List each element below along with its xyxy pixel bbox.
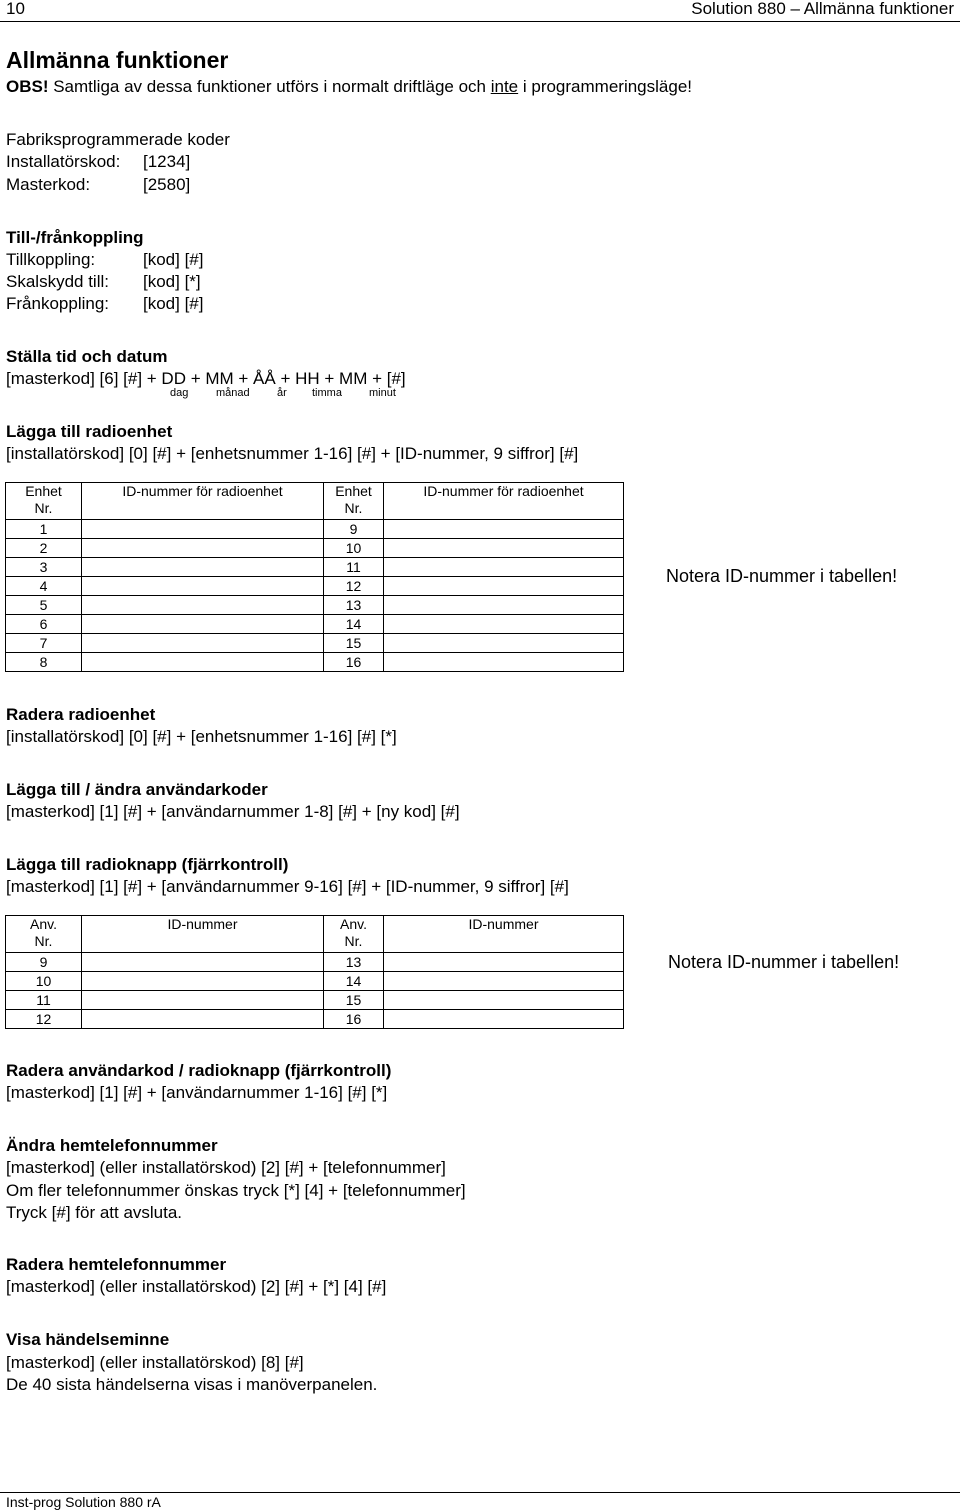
table-row bbox=[6, 653, 624, 672]
add-radio-command: [installatörskod] [0] [#] + [enhetsnummer 1-16] [#] + [ID-nummer, 9 siffror] [#] bbox=[6, 444, 579, 463]
page-title: Allmänna funktioner bbox=[6, 47, 229, 73]
unit-nr: 7 bbox=[6, 634, 82, 653]
delete-radio-heading: Radera radioenhet bbox=[6, 705, 156, 724]
delete-phone-command: [masterkod] (eller installatörskod) [2] [#] + [*] [4] [#] bbox=[6, 1277, 387, 1296]
change-phone-line-1: [masterkod] (eller installatörskod) [2] [#] + [telefonnummer] bbox=[6, 1158, 446, 1177]
legend-year: år bbox=[277, 387, 287, 399]
legend-minute: minut bbox=[369, 387, 396, 399]
arming-value-3: [kod] [#] bbox=[143, 294, 204, 313]
delete-user-command: [masterkod] [1] [#] + [användarnummer 1-16] [#] [*] bbox=[6, 1083, 388, 1102]
col-unit-header-2: Enhet Nr. bbox=[324, 483, 384, 520]
id-cell[interactable] bbox=[384, 953, 624, 972]
id-cell[interactable] bbox=[384, 634, 624, 653]
user-nr: 14 bbox=[324, 972, 384, 991]
note-after: i programmeringsläge! bbox=[518, 77, 692, 96]
id-cell[interactable] bbox=[384, 972, 624, 991]
radio-button-command: [masterkod] [1] [#] + [användarnummer 9-16] [#] + [ID-nummer, 9 siffror] [#] bbox=[6, 877, 569, 896]
change-phone-line-2: Om fler telefonnummer önskas tryck [*] [4] + [telefonnummer] bbox=[6, 1181, 466, 1200]
id-cell[interactable] bbox=[82, 520, 324, 539]
id-cell[interactable] bbox=[82, 615, 324, 634]
delete-phone-heading: Radera hemtelefonnummer bbox=[6, 1255, 227, 1274]
id-cell[interactable] bbox=[384, 539, 624, 558]
user-table-note: Notera ID-nummer i tabellen! bbox=[668, 952, 900, 972]
user-nr: 16 bbox=[324, 1010, 384, 1029]
table-header-row bbox=[6, 916, 624, 953]
unit-nr: 5 bbox=[6, 596, 82, 615]
id-cell[interactable] bbox=[384, 520, 624, 539]
user-codes-command: [masterkod] [1] [#] + [användarnummer 1-8] [#] + [ny kod] [#] bbox=[6, 802, 460, 821]
arming-label-3: Frånkoppling: bbox=[6, 294, 110, 313]
id-cell[interactable] bbox=[82, 1010, 324, 1029]
id-cell[interactable] bbox=[384, 1010, 624, 1029]
time-command: [masterkod] [6] [#] + DD + MM + ÅÅ + HH + MM + [#] bbox=[6, 369, 406, 388]
unit-nr: 11 bbox=[324, 558, 384, 577]
header-title: Solution 880 – Allmänna funktioner bbox=[691, 0, 954, 18]
id-cell[interactable] bbox=[82, 558, 324, 577]
id-cell[interactable] bbox=[384, 653, 624, 672]
unit-nr: 10 bbox=[324, 539, 384, 558]
footer-rule bbox=[0, 1492, 960, 1493]
unit-nr: 1 bbox=[6, 520, 82, 539]
unit-nr: 6 bbox=[6, 615, 82, 634]
id-cell[interactable] bbox=[384, 596, 624, 615]
user-nr: 12 bbox=[6, 1010, 82, 1029]
unit-nr: 2 bbox=[6, 539, 82, 558]
unit-nr: 3 bbox=[6, 558, 82, 577]
user-nr: 11 bbox=[6, 991, 82, 1010]
user-nr: 9 bbox=[6, 953, 82, 972]
note-underlined: inte bbox=[490, 77, 519, 96]
table-row bbox=[6, 577, 624, 596]
unit-nr: 13 bbox=[324, 596, 384, 615]
id-cell[interactable] bbox=[384, 558, 624, 577]
table-row bbox=[6, 972, 624, 991]
id-cell[interactable] bbox=[384, 615, 624, 634]
id-cell[interactable] bbox=[82, 577, 324, 596]
factory-heading: Fabriksprogrammerade koder bbox=[6, 130, 230, 149]
user-nr: 13 bbox=[324, 953, 384, 972]
arming-value-1: [kod] [#] bbox=[143, 250, 204, 269]
id-cell[interactable] bbox=[82, 972, 324, 991]
unit-nr: 8 bbox=[6, 653, 82, 672]
id-cell[interactable] bbox=[82, 596, 324, 615]
unit-nr: 15 bbox=[324, 634, 384, 653]
arming-label-1: Tillkoppling: bbox=[6, 250, 96, 269]
footer-text: Inst-prog Solution 880 rA bbox=[6, 1494, 161, 1510]
id-cell[interactable] bbox=[384, 577, 624, 596]
table-row bbox=[6, 991, 624, 1010]
id-cell[interactable] bbox=[82, 953, 324, 972]
user-nr: 10 bbox=[6, 972, 82, 991]
unit-nr: 4 bbox=[6, 577, 82, 596]
table-row bbox=[6, 1010, 624, 1029]
change-phone-line-3: Tryck [#] för att avsluta. bbox=[6, 1203, 183, 1222]
delete-user-heading: Radera användarkod / radioknapp (fjärrkontroll) bbox=[6, 1061, 392, 1080]
table-row bbox=[6, 615, 624, 634]
unit-nr: 14 bbox=[324, 615, 384, 634]
events-heading: Visa händelseminne bbox=[6, 1330, 170, 1349]
header-rule bbox=[0, 21, 960, 22]
user-id-table bbox=[5, 915, 624, 1029]
events-line-2: De 40 sista händelserna visas i manöverpanelen. bbox=[6, 1375, 378, 1394]
table-row bbox=[6, 953, 624, 972]
id-cell[interactable] bbox=[384, 991, 624, 1010]
table-header-row bbox=[6, 483, 624, 520]
factory-value-2: [2580] bbox=[143, 175, 191, 194]
unit-nr: 16 bbox=[324, 653, 384, 672]
col-unit-header: Enhet Nr. bbox=[6, 483, 82, 520]
unit-nr: 9 bbox=[324, 520, 384, 539]
delete-radio-command: [installatörskod] [0] [#] + [enhetsnummer 1-16] [#] [*] bbox=[6, 727, 397, 746]
time-heading: Ställa tid och datum bbox=[6, 347, 168, 366]
factory-label-2: Masterkod: bbox=[6, 175, 91, 194]
id-cell[interactable] bbox=[82, 991, 324, 1010]
table-row bbox=[6, 596, 624, 615]
arming-label-2: Skalskydd till: bbox=[6, 272, 109, 291]
unit-id-table bbox=[5, 482, 624, 672]
factory-label-1: Installatörskod: bbox=[6, 152, 121, 171]
id-cell[interactable] bbox=[82, 539, 324, 558]
page-number: 10 bbox=[6, 0, 25, 18]
unit-nr: 12 bbox=[324, 577, 384, 596]
unit-table-note: Notera ID-nummer i tabellen! bbox=[666, 566, 898, 586]
radio-button-heading: Lägga till radioknapp (fjärrkontroll) bbox=[6, 855, 289, 874]
col-id-header: ID-nummer för radioenhet bbox=[82, 483, 324, 520]
table-row bbox=[6, 634, 624, 653]
note-before: Samtliga av dessa funktioner utförs i normalt driftläge och bbox=[48, 77, 491, 96]
arming-heading: Till-/frånkoppling bbox=[6, 228, 144, 247]
legend-month: månad bbox=[216, 387, 250, 399]
events-line-1: [masterkod] (eller installatörskod) [8] [#] bbox=[6, 1353, 304, 1372]
user-codes-heading: Lägga till / ändra användarkoder bbox=[6, 780, 268, 799]
col-id-header-2: ID-nummer för radioenhet bbox=[384, 483, 624, 520]
col-id-header: ID-nummer bbox=[82, 916, 324, 953]
col-user-header-2: Anv. Nr. bbox=[324, 916, 384, 953]
table-row bbox=[6, 539, 624, 558]
user-nr: 15 bbox=[324, 991, 384, 1010]
col-user-header: Anv. Nr. bbox=[6, 916, 82, 953]
note-line bbox=[6, 78, 692, 97]
arming-value-2: [kod] [*] bbox=[143, 272, 201, 291]
table-row bbox=[6, 520, 624, 539]
id-cell[interactable] bbox=[82, 653, 324, 672]
factory-value-1: [1234] bbox=[143, 152, 191, 171]
table-row bbox=[6, 558, 624, 577]
id-cell[interactable] bbox=[82, 634, 324, 653]
change-phone-heading: Ändra hemtelefonnummer bbox=[6, 1136, 218, 1155]
col-id-header-2: ID-nummer bbox=[384, 916, 624, 953]
legend-day: dag bbox=[170, 387, 189, 399]
note-prefix: OBS! bbox=[6, 77, 49, 96]
add-radio-heading: Lägga till radioenhet bbox=[6, 422, 173, 441]
legend-hour: timma bbox=[312, 387, 342, 399]
